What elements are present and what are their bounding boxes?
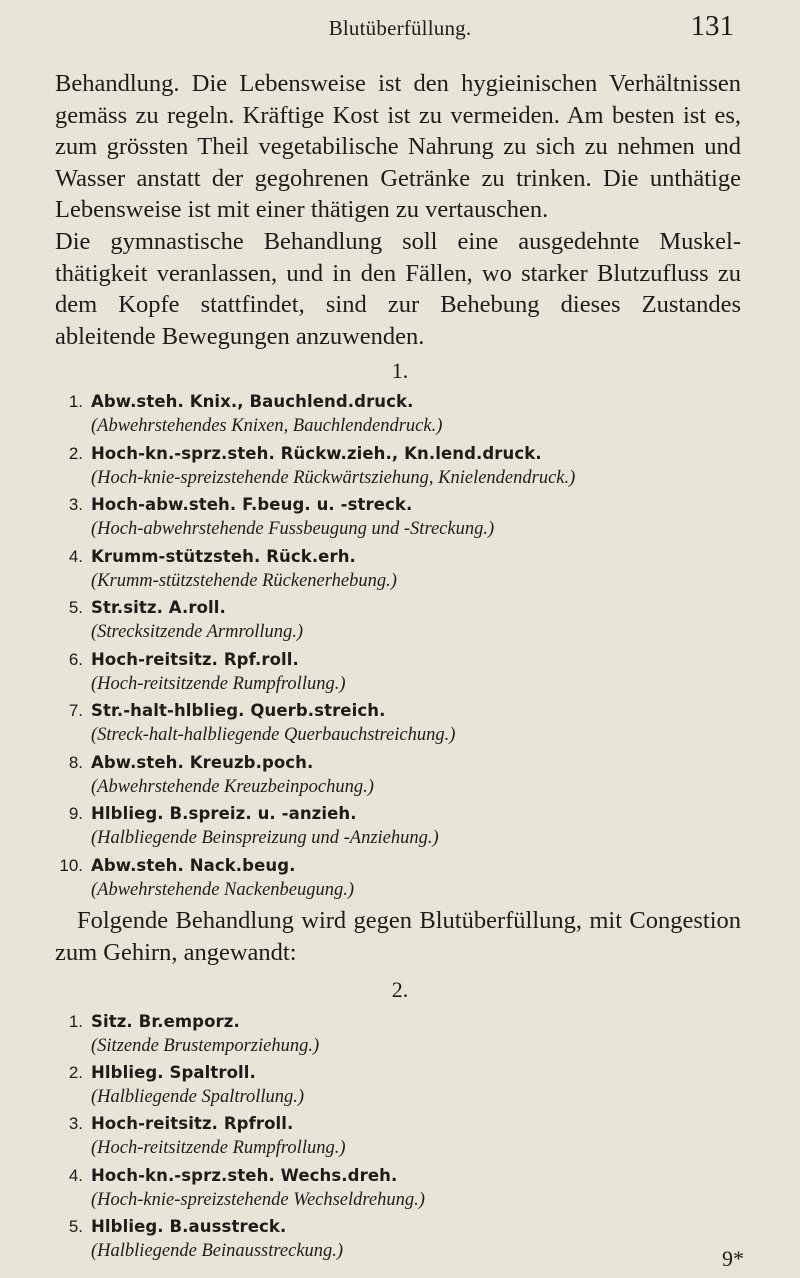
exercise-abbreviation: Hoch-kn.-sprz.steh. Rückw.zieh., Kn.lend.druck. [91,443,542,463]
item-number: 2. [68,1063,83,1083]
item-number: 2. [68,443,83,463]
list-item [55,1010,755,1061]
exercise-abbreviation: Hoch-abw.steh. F.beug. u. -streck. [91,495,413,514]
exercise-abbreviation: Hoch-reitsitz. Rpfroll. [91,1114,294,1134]
item-number: 7. [68,701,83,720]
item-number: 4. [68,1165,83,1185]
exercise-abbreviation: Abw.steh. Kreuzb.poch. [91,752,314,772]
exercise-list-2 [55,1010,755,1266]
item-number: 6. [68,649,83,669]
exercise-abbreviation: Abw.steh. Nack.beug. [91,855,296,875]
list-item [55,545,755,597]
signature-mark: 9* [722,1246,744,1271]
list-item [55,802,755,854]
page-number: 131 [690,10,734,42]
list-item [55,1164,755,1215]
list-item [55,648,755,700]
exercise-full-name: (Streck-halt-halbliegende Querbauchstreichung.) [91,725,456,745]
exercise-abbreviation: Hoch-kn.-sprz.steh. Wechs.dreh. [91,1165,398,1185]
exercise-abbreviation: Hlblieg. B.spreiz. u. -anzieh. [91,804,357,823]
item-number: 5. [68,598,83,617]
list-item [55,596,755,648]
exercise-abbreviation: Str.-halt-hlblieg. Querb.streich. [91,701,386,720]
exercise-full-name: (Halbliegende Beinausstreckung.) [91,1240,344,1261]
exercise-full-name: (Hoch-reitsitzende Rumpfrollung.) [91,1138,346,1159]
list-item [55,442,755,494]
exercise-abbreviation: Hoch-reitsitz. Rpf.roll. [91,649,299,669]
item-number: 1. [68,1012,83,1031]
item-number: 3. [68,495,83,514]
paragraph-behandlung: Behandlung. Die Lebensweise ist den hygieinischen Verhältnissen gemäss zu regeln. Kräftige Kost ist zu vermeiden. Am besten ist es, zum grössten Theil vegetabilische Nahrung zu sich zu nehmen und Wasser anstatt der gegohrenen Getränke zu trinken. Die unthätige Lebensweise ist mit einer thätigen zu vertauschen. [55,70,741,223]
exercise-full-name: (Halbliegende Beinspreizung und -Anziehung.) [91,828,439,848]
exercise-abbreviation: Hlblieg. Spaltroll. [91,1063,256,1083]
exercise-full-name: (Hoch-knie-spreizstehende Wechseldrehung.) [91,1189,425,1210]
exercise-abbreviation: Str.sitz. A.roll. [91,598,226,617]
exercise-full-name: (Strecksitzende Armrollung.) [91,622,304,642]
item-number: 10. [59,855,83,875]
exercise-abbreviation: Hlblieg. B.ausstreck. [91,1216,287,1236]
running-head: Blutüberfüllung. [328,16,472,40]
item-number: 9. [68,804,83,823]
item-number: 1. [68,392,83,411]
exercise-full-name: (Krumm-stützstehende Rückenerhebung.) [91,570,397,591]
list-item [55,854,755,906]
item-number: 5. [68,1216,83,1236]
section-number-1: 1. [391,358,409,383]
paragraph-folgende-behandlung: Folgende Behandlung wird gegen Blutüberfüllung, mit Congestion zum Gehirn, angewandt: [55,907,741,966]
exercise-abbreviation: Krumm-stützsteh. Rück.erh. [91,546,356,566]
item-number: 3. [68,1114,83,1134]
list-item [55,493,755,545]
exercise-full-name: (Hoch-reitsitzende Rumpfrollung.) [91,673,346,694]
list-item [55,1112,755,1163]
item-number: 8. [68,752,83,772]
exercise-full-name: (Sitzende Brustemporziehung.) [91,1036,320,1056]
list-item [55,1061,755,1112]
list-item [55,390,755,442]
exercise-full-name: (Abwehrstehendes Knixen, Bauchlendendruck.) [91,416,443,436]
exercise-full-name: (Halbliegende Spaltrollung.) [91,1087,305,1108]
exercise-list-1 [55,390,755,905]
list-item [55,699,755,751]
section-number-2: 2. [391,977,409,1002]
exercise-full-name: (Abwehrstehende Nackenbeugung.) [91,879,355,900]
list-item [55,1215,755,1266]
list-item [55,751,755,803]
exercise-full-name: (Hoch-abwehrstehende Fussbeugung und -Streckung.) [91,519,495,539]
page-header [0,10,800,50]
exercise-full-name: (Hoch-knie-spreizstehende Rückwärtsziehung, Knielendendruck.) [91,467,576,488]
exercise-abbreviation: Sitz. Br.emporz. [91,1012,240,1031]
exercise-full-name: (Abwehrstehende Kreuzbeinpochung.) [91,776,374,797]
paragraph-gymnastische-behandlung: Die gymnastische Behandlung soll eine ausgedehnte Muskelthätigkeit veranlassen, und in den Fällen, wo starker Blutzufluss zu dem Kopfe stattfindet, sind zur Behebung dieses Zustandes ableitende Bewegungen anzuwenden. [55,228,741,350]
exercise-abbreviation: Abw.steh. Knix., Bauchlend.druck. [91,392,414,411]
item-number: 4. [68,546,83,566]
